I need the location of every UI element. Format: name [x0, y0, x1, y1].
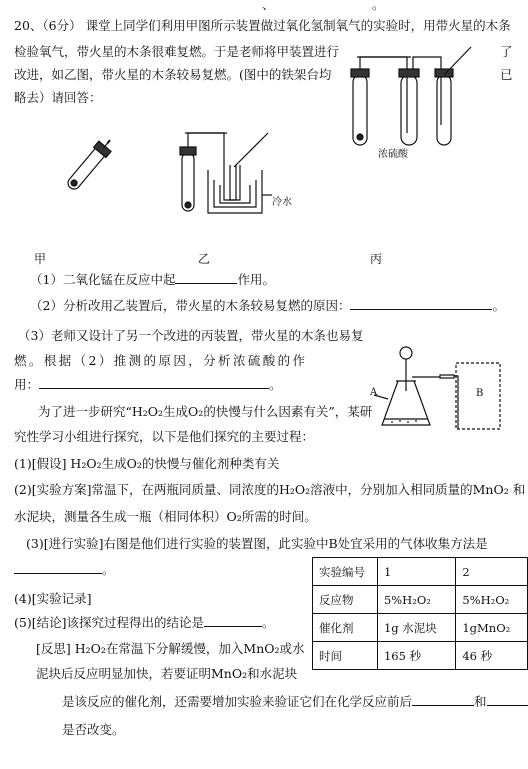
figure-ab-apparatus — [370, 343, 510, 433]
research-reflection-4: 是否改变。 — [62, 722, 125, 737]
q1-answer-blank[interactable] — [175, 271, 237, 284]
header-mark-1: 、 — [262, 0, 275, 12]
research-plan-2: 水泥块，测量各生成一瓶（相同体积）O₂所需的时间。 — [14, 509, 317, 524]
q2-line: （2）分析改用乙装置后，带火星的木条较易复燃的原因： 。 — [30, 298, 505, 313]
research-record: (4)[实验记录] — [14, 591, 92, 606]
research-intro-2: 究性学习小组进行探究，以下是他们探究的主要过程： — [14, 429, 315, 444]
research-intro-1: 为了进一步研究“H₂O₂生成O₂的快慢与什么因素有关”，某研 — [38, 404, 373, 419]
cold-water-label: 冷水 — [272, 197, 292, 208]
q3-line-2: 燃。根据（2）推测的原因，分析浓硫酸的作 — [14, 353, 308, 368]
table-row — [313, 614, 528, 642]
figure-bing-apparatus — [345, 45, 495, 155]
table-cell: 实验编号 — [313, 558, 378, 586]
caption-jia: 甲 — [34, 252, 47, 266]
conclusion-blank[interactable] — [204, 614, 262, 627]
label-B: B — [476, 388, 484, 399]
table-cell: 1gMnO₂ — [456, 614, 528, 642]
table-cell: 1 — [377, 558, 455, 586]
table-row — [313, 586, 528, 614]
research-hypothesis: (1)[假设] H₂O₂生成O₂的快慢与催化剂种类有关 — [14, 456, 280, 471]
research-reflection-1: [反思] H₂O₂在常温下分解缓慢，加入MnO₂或水 — [36, 641, 305, 656]
question-line-4: 略去）请回答： — [14, 90, 102, 105]
table-cell: 5%H₂O₂ — [377, 586, 455, 614]
question-line-1: 20、（6分） 课堂上同学们利用甲图所示装置做过氧化氢制氧气的实验时，用带火星的木条 — [14, 18, 511, 33]
label-A: A — [370, 387, 378, 398]
conc-acid-label: 浓硫酸 — [378, 149, 408, 160]
question-line-3: 改进，如乙图，带火星的木条较易复燃。(图中的铁架台均 — [14, 67, 332, 82]
experiment-table — [312, 557, 528, 670]
research-reflection-3: 是该反应的催化剂，还需要增加实验来验证它们在化学反应前后 和 — [62, 693, 528, 711]
q2-answer-blank[interactable] — [350, 297, 492, 310]
table-cell: 催化剂 — [313, 614, 378, 642]
figure-jia-test-tube — [55, 135, 115, 205]
research-experiment-1: (3)[进行实验]右图是他们进行实验的装置图，此实验中B处宜采用的气体收集方法是 — [26, 536, 488, 551]
collection-method-blank[interactable] — [14, 561, 102, 574]
reflection-blank-2[interactable] — [487, 693, 528, 706]
q3-answer-blank[interactable] — [39, 376, 269, 389]
research-reflection-2: 泥块后反应明显加快，若要证明MnO₂和水泥块 — [36, 666, 298, 681]
header-mark-2: 。 — [372, 0, 385, 12]
q3-line-1: （3）老师又设计了另一个改进的丙装置，带火星的木条也易复 — [18, 328, 364, 343]
table-cell: 2 — [456, 558, 528, 586]
caption-yi: 乙 — [198, 252, 211, 266]
table-cell: 46 秒 — [456, 642, 528, 670]
table-cell: 时间 — [313, 642, 378, 670]
question-line-2: 检验氧气，带火星的木条很难复燃。于是老师将甲装置进行 — [14, 44, 340, 59]
caption-bing: 丙 — [370, 252, 383, 266]
question-number: 20、（6分） — [14, 18, 82, 33]
table-cell: 5%H₂O₂ — [456, 586, 528, 614]
question-line-3-end: 已 — [500, 67, 513, 82]
question-line-2-end: 了 — [500, 44, 513, 59]
research-conclusion: (5)[结论]该探究过程得出的结论是 。 — [14, 615, 275, 630]
research-plan-1: (2)[实验方案]常温下，在两瓶同质量、同浓度的H₂O₂溶液中，分别加入相同质量的MnO₂ 和 — [14, 482, 526, 497]
table-cell: 反应物 — [313, 586, 378, 614]
reflection-blank-1[interactable] — [412, 693, 474, 706]
research-experiment-2: 。 — [14, 561, 115, 579]
q1-line: （1）二氧化锰在反应中起 作用。 — [30, 272, 275, 287]
q3-line-3: 用： 。 — [14, 377, 282, 392]
table-cell: 1g 水泥块 — [377, 614, 455, 642]
table-cell: 165 秒 — [377, 642, 455, 670]
table-row — [313, 642, 528, 670]
table-row — [313, 558, 528, 586]
